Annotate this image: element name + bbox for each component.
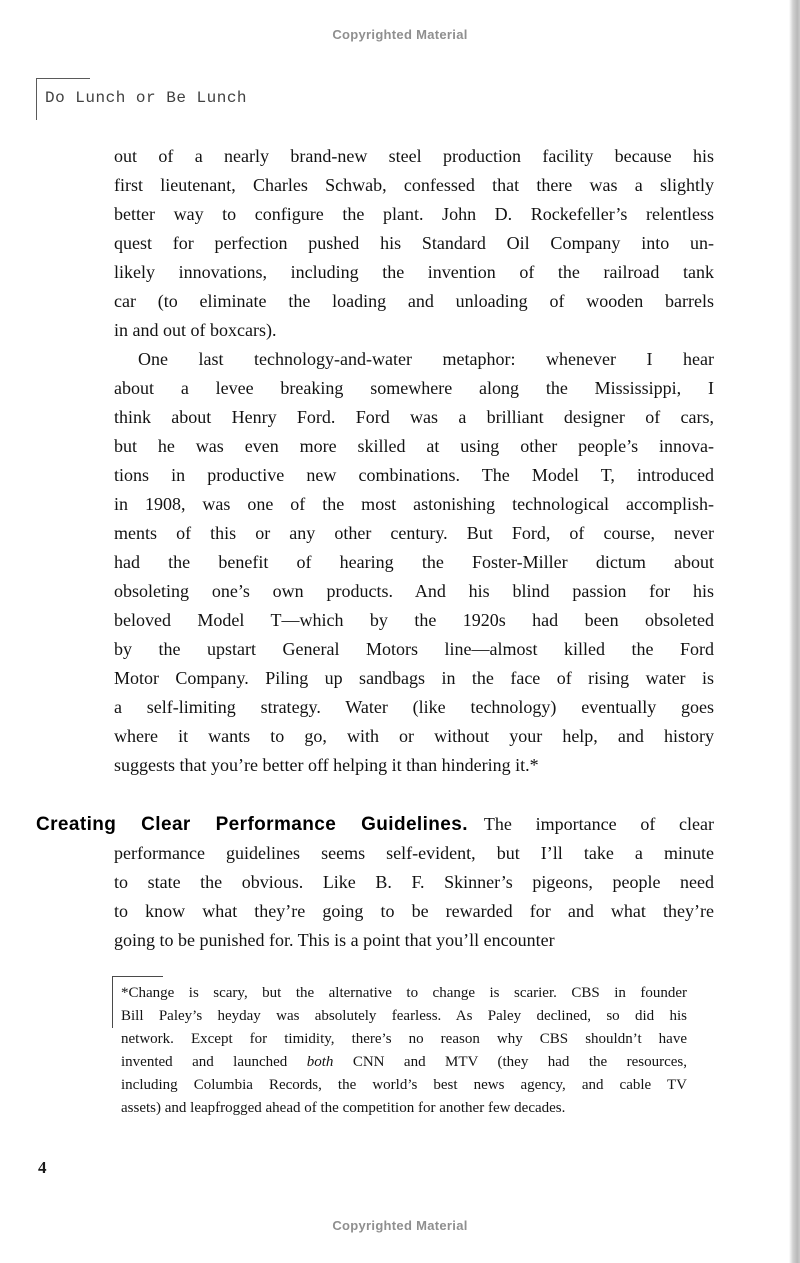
paragraph-steel-rockefeller bbox=[114, 142, 714, 345]
text-line bbox=[121, 1097, 687, 1120]
page-number: 4 bbox=[38, 1158, 47, 1177]
text-line: One last technology-and-water metaphor: whenever I hear bbox=[138, 349, 714, 369]
italic-text: both bbox=[306, 1054, 334, 1070]
text-line: ments of this or any other century. But Ford, of course, never bbox=[114, 523, 714, 543]
text-line: in and out of boxcars). bbox=[114, 320, 277, 340]
page-edge-shadow bbox=[789, 0, 800, 1263]
section-creating-clear-performance-guidelines bbox=[36, 810, 715, 955]
text: Bill Paley’s heyday was absolutely fearless. As Paley declined, so did his bbox=[121, 1008, 687, 1024]
text: invented and launched bbox=[121, 1054, 307, 1070]
text-line: about a levee breaking somewhere along the Mississippi, I bbox=[114, 378, 714, 398]
text-line: had the benefit of hearing the Foster-Miller dictum about bbox=[114, 552, 714, 572]
text-line: to state the obvious. Like B. F. Skinner’s pigeons, people need bbox=[114, 872, 714, 892]
text-line: in 1908, was one of the most astonishing technological accomplish- bbox=[114, 494, 714, 514]
text: *Change is scary, but the alternative to change is scarier. CBS in founder bbox=[121, 985, 687, 1001]
text-line: out of a nearly brand-new steel production facility because his bbox=[114, 146, 714, 166]
text: The importance of clear bbox=[483, 814, 715, 834]
footnote bbox=[121, 982, 687, 1120]
text: CNN and MTV (they had the resources, bbox=[333, 1054, 687, 1070]
text-line: suggests that you’re better off helping it than hindering it.* bbox=[114, 755, 539, 775]
running-head: Do Lunch or Be Lunch bbox=[45, 89, 248, 107]
text-line: but he was even more skilled at using other people’s innova- bbox=[114, 436, 714, 456]
text-line: to know what they’re going to be rewarded for and what they’re bbox=[114, 901, 714, 921]
section-heading: Creating Clear Performance Guidelines. bbox=[36, 814, 468, 835]
text-line: a self-limiting strategy. Water (like technology) eventually goes bbox=[114, 697, 714, 717]
text-line: Motor Company. Piling up sandbags in the face of rising water is bbox=[114, 668, 714, 688]
text-line: quest for perfection pushed his Standard Oil Company into un- bbox=[114, 233, 714, 253]
text-line: car (to eliminate the loading and unloading of wooden barrels bbox=[114, 291, 714, 311]
text-line: performance guidelines seems self-evident, but I’ll take a minute bbox=[114, 843, 714, 863]
text-line: think about Henry Ford. Ford was a brilliant designer of cars, bbox=[114, 407, 714, 427]
paragraph-henry-ford bbox=[114, 345, 714, 780]
text-line: where it wants to go, with or without your help, and history bbox=[114, 726, 714, 746]
text-line: beloved Model T—which by the 1920s had been obsoleted bbox=[114, 610, 714, 630]
text-line bbox=[121, 1074, 687, 1097]
text-line bbox=[121, 982, 687, 1005]
text-line: by the upstart General Motors line—almost killed the Ford bbox=[114, 639, 714, 659]
copyright-notice-bottom: Copyrighted Material bbox=[332, 1218, 468, 1233]
text: network. Except for timidity, there’s no reason why CBS shouldn’t have bbox=[121, 1031, 687, 1047]
text: assets) and leapfrogged ahead of the competition for another few decades. bbox=[121, 1100, 566, 1116]
text: including Columbia Records, the world’s best news agency, and cable TV bbox=[121, 1077, 687, 1093]
text-line: obsoleting one’s own products. And his blind passion for his bbox=[114, 581, 714, 601]
text-line bbox=[36, 810, 714, 839]
text-line: better way to configure the plant. John D. Rockefeller’s relentless bbox=[114, 204, 714, 224]
text-line bbox=[121, 1051, 687, 1074]
text-line bbox=[121, 1005, 687, 1028]
text-line: tions in productive new combinations. The Model T, introduced bbox=[114, 465, 714, 485]
body-text bbox=[36, 142, 715, 955]
copyright-notice-top: Copyrighted Material bbox=[332, 27, 468, 42]
text-line: first lieutenant, Charles Schwab, confessed that there was a slightly bbox=[114, 175, 714, 195]
text-line bbox=[121, 1028, 687, 1051]
text-line: going to be punished for. This is a point that you’ll encounter bbox=[114, 930, 555, 950]
text-line: likely innovations, including the invention of the railroad tank bbox=[114, 262, 714, 282]
